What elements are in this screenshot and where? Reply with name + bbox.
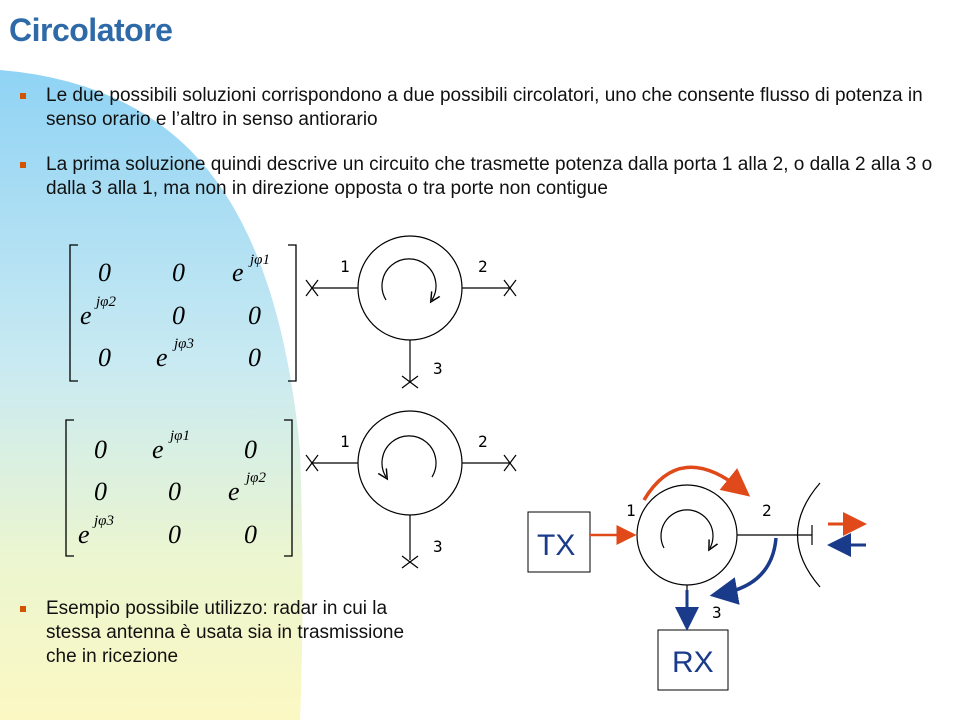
bullet-text: Le due possibili soluzioni corrispondono a due possibili circolatori, uno che consente flusso di potenza in senso orario e l’altro in senso antiorario <box>46 85 923 130</box>
matrix-cell: e <box>152 435 164 464</box>
rx-label: RX <box>672 646 714 679</box>
scattering-matrix-1 <box>70 245 296 381</box>
matrix-cell: 0 <box>98 343 111 372</box>
matrix-cell: 0 <box>248 301 261 330</box>
port-label: 1 <box>340 257 350 276</box>
bullet-marker <box>20 162 26 168</box>
bullet-item-3 <box>46 597 426 669</box>
matrix-cell: 0 <box>94 477 107 506</box>
port-label: 2 <box>478 257 488 276</box>
matrix-cell: 0 <box>168 520 181 549</box>
port-label: 1 <box>340 432 350 451</box>
matrix-cell: e <box>78 520 90 549</box>
page-title: Circolatore <box>9 12 173 48</box>
port-label: 2 <box>478 432 488 451</box>
matrix-exponent: jφ3 <box>94 513 114 529</box>
port-label: 3 <box>712 603 722 622</box>
circulator-body <box>358 236 462 340</box>
matrix-exponent: jφ2 <box>246 470 266 486</box>
power-flow-1-to-2-arrow-icon <box>644 467 742 500</box>
matrix-cell: 0 <box>248 343 261 372</box>
bullet-item-2 <box>46 153 956 201</box>
clockwise-arrow-icon <box>661 510 713 548</box>
matrix-cell: e <box>156 343 168 372</box>
matrix-cell: 0 <box>244 520 257 549</box>
port-label: 3 <box>433 537 443 556</box>
matrix-exponent: jφ1 <box>250 252 270 268</box>
bullet-marker <box>20 606 26 612</box>
scattering-matrix-2 <box>66 420 292 556</box>
power-flow-2-to-3-arrow-icon <box>720 538 776 594</box>
matrix-cell: 0 <box>98 258 111 287</box>
matrix-cell: 0 <box>172 258 185 287</box>
rx-box <box>658 630 728 690</box>
circulator-body <box>637 485 737 585</box>
matrix-cell: e <box>80 301 92 330</box>
port-label: 2 <box>762 501 772 520</box>
tx-label: TX <box>537 529 576 562</box>
radar-circulator <box>637 485 812 600</box>
bullet-text: Esempio possibile utilizzo: radar in cui la stessa antenna è usata sia in trasmissione che in ricezione <box>46 598 405 667</box>
bullet-marker <box>20 93 26 99</box>
matrix-exponent: jφ3 <box>174 336 194 352</box>
matrix-cell: 0 <box>168 477 181 506</box>
matrix-cell: e <box>228 477 240 506</box>
tx-box <box>528 512 590 572</box>
port-label: 3 <box>433 359 443 378</box>
clockwise-arrow-icon <box>382 259 436 300</box>
bullet-item-1 <box>46 84 946 132</box>
circulator-body <box>358 411 462 515</box>
counterclockwise-arrow-icon <box>382 436 436 477</box>
matrix-exponent: jφ2 <box>96 294 116 310</box>
matrix-cell: 0 <box>172 301 185 330</box>
matrix-cell: 0 <box>94 435 107 464</box>
bullet-text: La prima soluzione quindi descrive un circuito che trasmette potenza dalla porta 1 alla 2, o dalla 2 alla 3 o dalla 3 alla 1, ma non in direzione opposta o tra porte non contigue <box>46 154 933 199</box>
port-label: 1 <box>626 501 636 520</box>
matrix-exponent: jφ1 <box>170 428 190 444</box>
matrix-cell: 0 <box>244 435 257 464</box>
matrix-cell: e <box>232 258 244 287</box>
